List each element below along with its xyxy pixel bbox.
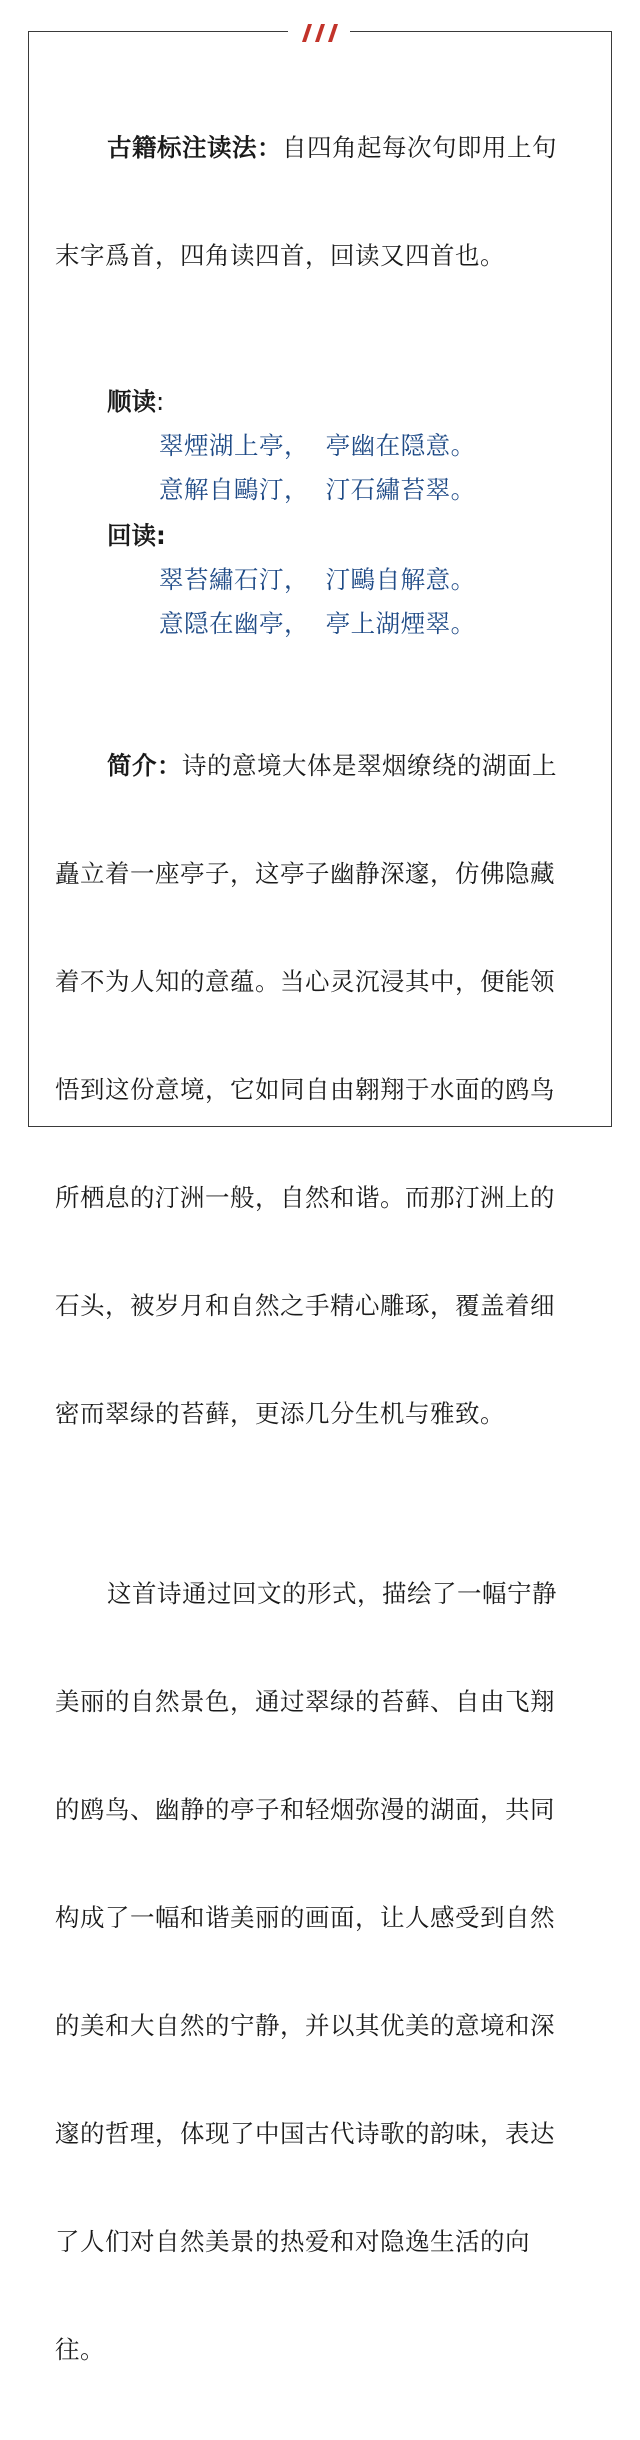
backward-verses bbox=[55, 562, 595, 642]
intro-p2-line-4: 构成了一幅和谐美丽的画面，让人感受到自然 bbox=[55, 1903, 555, 1932]
intro-p2-line-3: 的鸥鸟、幽静的亭子和轻烟弥漫的湖面，共同 bbox=[55, 1795, 555, 1824]
intro-p1-line-7: 密而翠绿的苔藓，更添几分生机与雅致。 bbox=[55, 1399, 505, 1428]
intro-p1-line-4: 悟到这份意境，它如同自由翱翔于水面的鸥鸟 bbox=[55, 1075, 555, 1104]
intro-p2-line-8: 往。 bbox=[55, 2335, 105, 2364]
annotation-paragraph bbox=[55, 58, 595, 346]
intro-paragraph-2 bbox=[55, 1504, 595, 2440]
intro-p2-line-5: 的美和大自然的宁静，并以其优美的意境和深 bbox=[55, 2011, 555, 2040]
annotation-line-1: 自四角起每次句即用上句 bbox=[282, 133, 557, 162]
intro-p2-line-1: 这首诗通过回文的形式，描绘了一幅宁静 bbox=[107, 1579, 557, 1608]
article-body bbox=[55, 58, 595, 2440]
intro-p2-line-6: 邃的哲理，体现了中国古代诗歌的韵味，表达 bbox=[55, 2119, 555, 2148]
forward-reading-heading bbox=[55, 384, 595, 420]
intro-p1-line-2: 矗立着一座亭子，这亭子幽静深邃，仿佛隐藏 bbox=[55, 859, 555, 888]
backward-verse-1: 翠苔繡石汀， 汀鷗自解意。 bbox=[159, 565, 476, 594]
intro-p1-line-6: 石头，被岁月和自然之手精心雕琢，覆盖着细 bbox=[55, 1291, 555, 1320]
intro-p1-line-1: 诗的意境大体是翠烟缭绕的湖面上 bbox=[182, 751, 557, 780]
intro-p2-line-7: 了人们对自然美景的热爱和对隐逸生活的向 bbox=[55, 2227, 530, 2256]
forward-colon: : bbox=[156, 387, 165, 416]
backward-reading-heading: 回读: bbox=[107, 521, 166, 550]
annotation-line-2: 末字爲首，四角读四首，回读又四首也。 bbox=[55, 241, 505, 270]
intro-paragraph-1 bbox=[55, 676, 595, 1504]
forward-verses bbox=[55, 428, 595, 508]
forward-verse-1: 翠煙湖上亭， 亭幽在隠意。 bbox=[159, 431, 476, 460]
intro-p1-line-5: 所栖息的汀洲一般，自然和谐。而那汀洲上的 bbox=[55, 1183, 555, 1212]
intro-p2-line-2: 美丽的自然景色，通过翠绿的苔藓、自由飞翔 bbox=[55, 1687, 555, 1716]
intro-p1-line-3: 着不为人知的意蕴。当心灵沉浸其中，便能领 bbox=[55, 967, 555, 996]
backward-verse-2: 意隠在幽亭， 亭上湖煙翠。 bbox=[159, 609, 476, 638]
slash-ornament-icon bbox=[296, 20, 342, 44]
forward-label: 顺读 bbox=[107, 387, 156, 416]
intro-label: 简介： bbox=[107, 751, 182, 780]
annotation-label: 古籍标注读法： bbox=[107, 133, 282, 162]
forward-verse-2: 意解自鷗汀， 汀石繡苔翠。 bbox=[159, 475, 476, 504]
